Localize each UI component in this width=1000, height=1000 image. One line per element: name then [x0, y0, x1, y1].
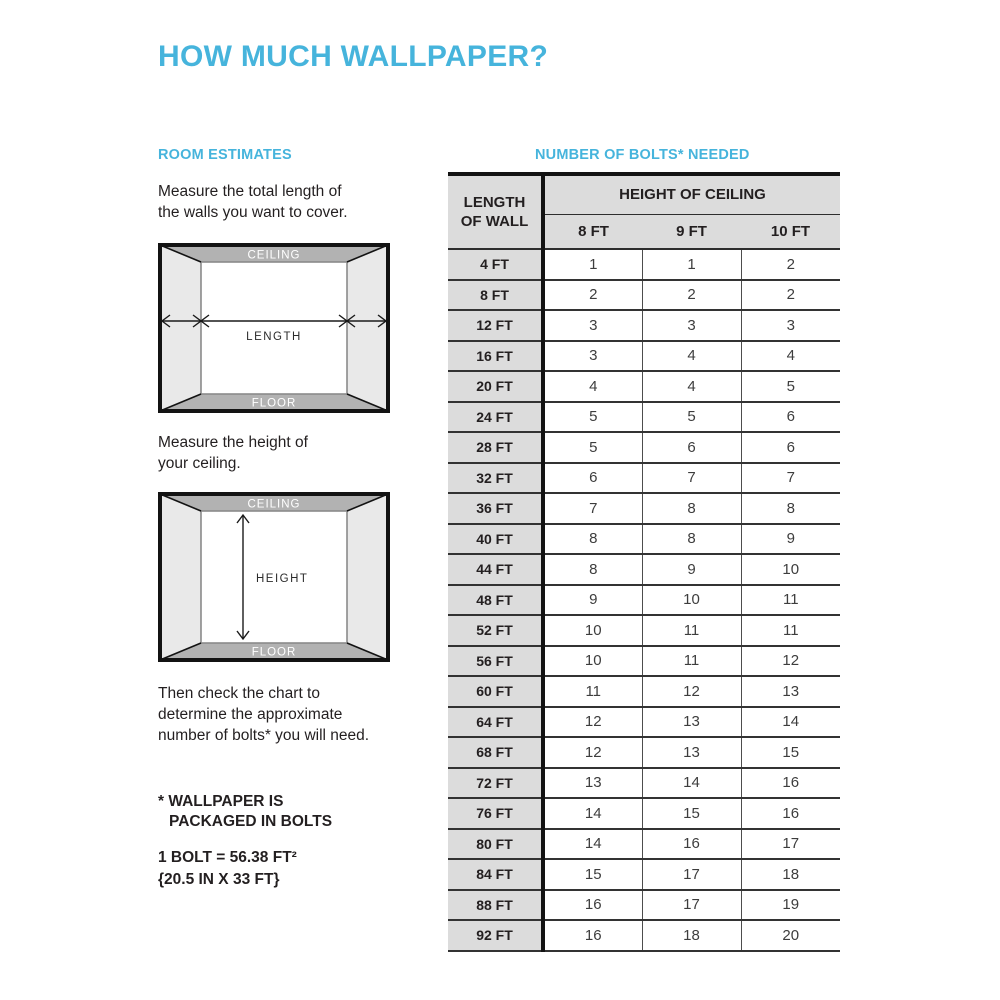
row-label: 28 FT: [448, 432, 543, 463]
table-row: [448, 585, 840, 616]
table-row: [448, 920, 840, 951]
row-value: 11: [543, 676, 642, 707]
row-value: 7: [543, 493, 642, 524]
row-value: 17: [642, 859, 741, 890]
table-row: [448, 615, 840, 646]
table-row: [448, 371, 840, 402]
row-label: 32 FT: [448, 463, 543, 494]
row-value: 17: [642, 890, 741, 921]
row-label: 60 FT: [448, 676, 543, 707]
ceiling-label: CEILING: [247, 249, 301, 262]
row-value: 16: [741, 798, 840, 829]
footnote-line: * WALLPAPER IS: [158, 793, 284, 810]
row-value: 12: [741, 646, 840, 677]
row-value: 16: [642, 829, 741, 860]
column-header-8ft: 8 FT: [543, 214, 642, 249]
row-value: 11: [642, 646, 741, 677]
bolt-table-body: [448, 249, 840, 951]
instruction-line: Measure the total length of: [158, 183, 342, 200]
row-value: 11: [741, 585, 840, 616]
row-value: 1: [543, 249, 642, 280]
bolt-spec-line: {20.5 IN X 33 FT}: [158, 871, 280, 888]
table-row: [448, 676, 840, 707]
floor-label: FLOOR: [251, 397, 297, 410]
back-wall-surface: [201, 262, 347, 394]
row-value: 6: [741, 432, 840, 463]
bolts-needed-table: [448, 172, 840, 952]
row-label: 64 FT: [448, 707, 543, 738]
right-wall-surface: [347, 494, 388, 660]
left-wall-surface: [160, 245, 201, 411]
row-label: 16 FT: [448, 341, 543, 372]
row-label: 84 FT: [448, 859, 543, 890]
left-wall-surface: [160, 494, 201, 660]
row-value: 13: [543, 768, 642, 799]
row-value: 12: [543, 737, 642, 768]
row-value: 4: [741, 341, 840, 372]
row-value: 6: [741, 402, 840, 433]
row-value: 5: [741, 371, 840, 402]
page-title: HOW MUCH WALLPAPER?: [158, 40, 549, 73]
row-value: 10: [741, 554, 840, 585]
row-value: 13: [741, 676, 840, 707]
row-value: 2: [741, 280, 840, 311]
row-value: 14: [741, 707, 840, 738]
row-label: 44 FT: [448, 554, 543, 585]
row-value: 19: [741, 890, 840, 921]
row-value: 14: [642, 768, 741, 799]
wallpaper-bolts-footnote: [158, 792, 332, 832]
row-value: 7: [741, 463, 840, 494]
table-row: [448, 432, 840, 463]
row-value: 8: [543, 524, 642, 555]
instruction-line: number of bolts* you will need.: [158, 727, 370, 744]
instruction-line: Measure the height of: [158, 434, 308, 451]
row-value: 16: [543, 890, 642, 921]
row-value: 10: [543, 646, 642, 677]
ceiling-label: CEILING: [247, 498, 301, 511]
height-of-ceiling-header: HEIGHT OF CEILING: [543, 174, 840, 214]
row-value: 9: [543, 585, 642, 616]
row-value: 8: [642, 524, 741, 555]
row-value: 13: [642, 737, 741, 768]
row-value: 3: [543, 310, 642, 341]
instruction-line: determine the approximate: [158, 706, 343, 723]
row-value: 8: [543, 554, 642, 585]
row-label: 52 FT: [448, 615, 543, 646]
instruction-line: Then check the chart to: [158, 685, 320, 702]
instruction-step-2: [158, 432, 308, 474]
floor-label: FLOOR: [251, 646, 297, 659]
table-row: [448, 249, 840, 280]
room-height-diagram: [158, 492, 390, 662]
row-value: 4: [642, 341, 741, 372]
length-label: LENGTH: [246, 331, 302, 343]
row-value: 20: [741, 920, 840, 951]
row-label: 80 FT: [448, 829, 543, 860]
row-label: 56 FT: [448, 646, 543, 677]
instruction-step-3: [158, 683, 369, 746]
row-value: 15: [642, 798, 741, 829]
row-value: 4: [543, 371, 642, 402]
row-value: 2: [741, 249, 840, 280]
length-of-wall-header: LENGTH OF WALL: [448, 174, 543, 249]
row-value: 13: [642, 707, 741, 738]
row-value: 12: [543, 707, 642, 738]
table-row: [448, 402, 840, 433]
table-row: [448, 493, 840, 524]
row-value: 11: [741, 615, 840, 646]
instruction-line: your ceiling.: [158, 455, 241, 472]
row-label: 72 FT: [448, 768, 543, 799]
row-label: 76 FT: [448, 798, 543, 829]
row-value: 1: [642, 249, 741, 280]
table-row: [448, 554, 840, 585]
row-value: 3: [642, 310, 741, 341]
table-row: [448, 463, 840, 494]
table-row: [448, 890, 840, 921]
table-row: [448, 768, 840, 799]
row-value: 12: [642, 676, 741, 707]
row-value: 6: [642, 432, 741, 463]
row-label: 20 FT: [448, 371, 543, 402]
row-label: 36 FT: [448, 493, 543, 524]
row-value: 6: [543, 463, 642, 494]
row-value: 2: [543, 280, 642, 311]
row-value: 17: [741, 829, 840, 860]
row-value: 14: [543, 798, 642, 829]
row-label: 68 FT: [448, 737, 543, 768]
table-row: [448, 737, 840, 768]
row-label: 92 FT: [448, 920, 543, 951]
table-row: [448, 707, 840, 738]
row-value: 3: [741, 310, 840, 341]
row-label: 88 FT: [448, 890, 543, 921]
room-estimates-heading: ROOM ESTIMATES: [158, 147, 292, 163]
row-value: 4: [642, 371, 741, 402]
row-value: 16: [741, 768, 840, 799]
row-value: 18: [642, 920, 741, 951]
row-value: 18: [741, 859, 840, 890]
bolts-needed-heading: NUMBER OF BOLTS* NEEDED: [535, 147, 750, 163]
row-value: 5: [642, 402, 741, 433]
bolt-table-header: [448, 174, 840, 249]
row-value: 11: [642, 615, 741, 646]
row-label: 24 FT: [448, 402, 543, 433]
row-value: 10: [543, 615, 642, 646]
row-value: 2: [642, 280, 741, 311]
row-value: 7: [642, 463, 741, 494]
row-value: 8: [741, 493, 840, 524]
row-value: 8: [642, 493, 741, 524]
room-length-diagram: [158, 243, 390, 413]
bolt-size-spec: [158, 847, 297, 891]
bolt-spec-line: 1 BOLT = 56.38 FT²: [158, 849, 297, 866]
row-value: 5: [543, 402, 642, 433]
row-value: 9: [741, 524, 840, 555]
row-value: 10: [642, 585, 741, 616]
row-value: 5: [543, 432, 642, 463]
height-label: HEIGHT: [256, 573, 309, 585]
table-row: [448, 341, 840, 372]
right-wall-surface: [347, 245, 388, 411]
row-label: 40 FT: [448, 524, 543, 555]
row-value: 9: [642, 554, 741, 585]
row-value: 16: [543, 920, 642, 951]
table-row: [448, 829, 840, 860]
row-label: 12 FT: [448, 310, 543, 341]
row-label: 48 FT: [448, 585, 543, 616]
row-value: 15: [741, 737, 840, 768]
instruction-step-1: [158, 181, 348, 223]
row-label: 8 FT: [448, 280, 543, 311]
instruction-line: the walls you want to cover.: [158, 204, 348, 221]
table-row: [448, 859, 840, 890]
column-header-9ft: 9 FT: [642, 214, 741, 249]
row-value: 3: [543, 341, 642, 372]
table-row: [448, 646, 840, 677]
footnote-line: PACKAGED IN BOLTS: [169, 813, 333, 830]
table-row: [448, 280, 840, 311]
column-header-10ft: 10 FT: [741, 214, 840, 249]
table-row: [448, 798, 840, 829]
table-row: [448, 310, 840, 341]
row-label: 4 FT: [448, 249, 543, 280]
table-row: [448, 524, 840, 555]
row-value: 15: [543, 859, 642, 890]
row-value: 14: [543, 829, 642, 860]
